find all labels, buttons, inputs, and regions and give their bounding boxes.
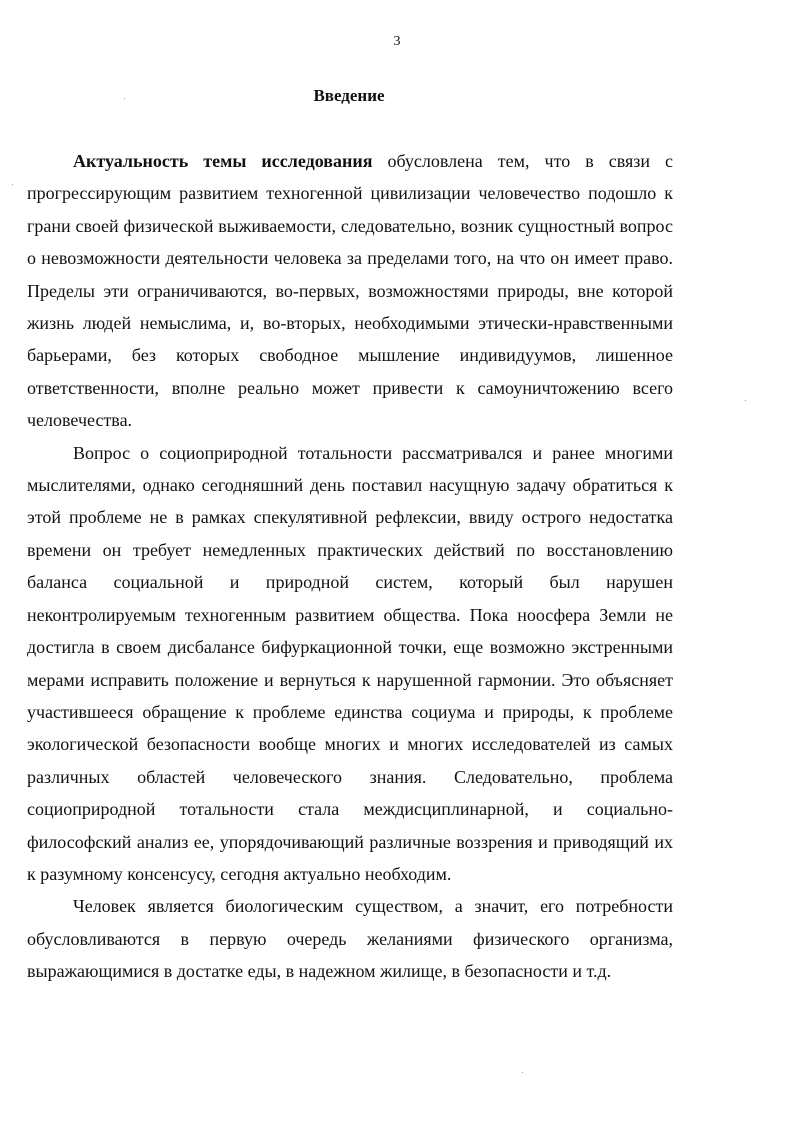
scan-speck xyxy=(745,400,746,401)
paragraph-lead: Актуальность темы исследования xyxy=(73,151,373,171)
document-body xyxy=(27,145,673,988)
scan-speck xyxy=(522,1072,523,1073)
paragraph-relevance xyxy=(27,145,673,437)
scan-speck xyxy=(12,184,13,185)
scan-speck xyxy=(124,98,125,99)
paragraph-text: обусловлена тем, что в связи с прогрессирующим развитием техногенной цивилизации человечество подошло к грани своей физической выживаемости, следовательно, возник сущностный вопрос о невозможности деятельности человека за пределами того, на что он имеет право. Пределы эти ограничиваются, во-первых, возможностями природы, вне которой жизнь людей немыслима, и, во-вторых, необходимыми этически-нравственными барьерами, без которых свободное мышление индивидуумов, лишенное ответственности, вполне реально может привести к самоуничтожению всего человечества. xyxy=(27,151,673,431)
section-heading: Введение xyxy=(313,86,385,105)
paragraph-socionatural-totality: Вопрос о социоприродной тотальности рассматривался и ранее многими мыслителями, однако сегодняшний день поставил насущную задачу обратиться к этой проблеме не в рамках спекулятивной рефлексии, ввиду острого недостатка времени он требует немедленных практических действий по восстановлению баланса социальной и природной систем, который был нарушен неконтролируемым техногенным развитием общества. Пока ноосфера Земли не достигла в своем дисбалансе бифуркационной точки, еще возможно экстренными мерами исправить положение и вернуться к нарушенной гармонии. Это объясняет участившееся обращение к проблеме единства социума и природы, к проблеме экологической безопасности вообще многих и многих исследователей из самых различных областей человеческого знания. Следовательно, проблема социоприродной тотальности стала междисциплинарной, и социально-философский анализ ее, упорядочивающий различные воззрения и приводящий их к разумному консенсусу, сегодня актуально необходим. xyxy=(27,442,673,884)
paragraph-human-needs: Человек является биологическим существом, а значит, его потребности обусловливаются в первую очередь желаниями физического организма, выражающимися в достатке еды, в надежном жилище, в безопасности и т.д. xyxy=(27,896,673,982)
page-number: 3 xyxy=(393,34,401,49)
